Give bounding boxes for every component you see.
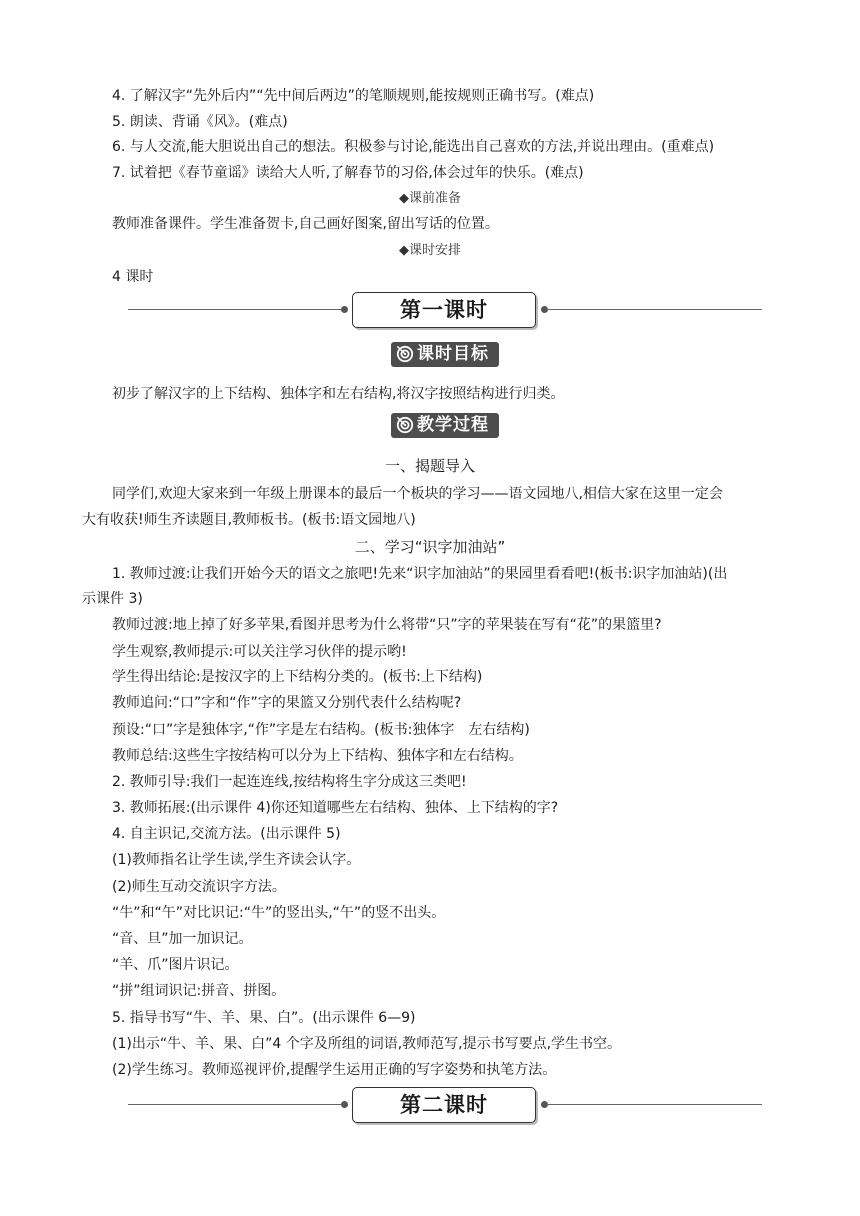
body-line: 4. 自主识记,交流方法。(出示课件 5) bbox=[112, 826, 341, 842]
section1-para-line2: 大有收获!师生齐读题目,教师板书。(板书:语文园地八) bbox=[82, 512, 416, 528]
process-tag-label: 教学过程 bbox=[417, 415, 489, 435]
lesson1-banner-title: 第一课时 bbox=[352, 292, 536, 328]
banner-rule-right bbox=[546, 1104, 762, 1105]
section2-title: 二、学习“识字加油站” bbox=[354, 538, 506, 556]
body-line: “音、旦”加一加识记。 bbox=[112, 931, 253, 947]
schedule-text: 4 课时 bbox=[112, 269, 154, 285]
banner-dot-left bbox=[341, 1101, 348, 1108]
section1-title: 一、揭题导入 bbox=[384, 457, 475, 475]
lesson2-banner-title: 第二课时 bbox=[352, 1087, 536, 1123]
banner-rule-right bbox=[546, 309, 762, 310]
body-line: 2. 教师引导:我们一起连连线,按结构将生字分成这三类吧! bbox=[112, 774, 467, 790]
item1-line1: 1. 教师过渡:让我们开始今天的语文之旅吧!先来“识字加油站”的果园里看看吧!(板书:识字加油站)(出 bbox=[112, 566, 728, 582]
prep-heading: ◆课前准备 bbox=[399, 191, 461, 206]
body-line: 教师总结:这些生字按结构可以分为上下结构、独体字和左右结构。 bbox=[112, 748, 523, 764]
lesson1-banner bbox=[0, 290, 860, 330]
banner-dot-left bbox=[341, 306, 348, 313]
target-icon bbox=[396, 416, 414, 434]
goal-text: 初步了解汉字的上下结构、独体字和左右结构,将汉字按照结构进行归类。 bbox=[112, 386, 565, 402]
body-line: 学生得出结论:是按汉字的上下结构分类的。(板书:上下结构) bbox=[112, 669, 483, 685]
objective-4: 4. 了解汉字“先外后内”“先中间后两边”的笔顺规则,能按规则正确书写。(难点) bbox=[112, 88, 595, 104]
goal-tag-label: 课时目标 bbox=[417, 344, 489, 364]
body-line: “羊、爪”图片识记。 bbox=[112, 957, 239, 973]
objective-5: 5. 朗读、背诵《风》。(难点) bbox=[112, 114, 288, 130]
process-tag bbox=[391, 413, 499, 438]
body-line: 预设:“口”字是独体字,“作”字是左右结构。(板书:独体字 左右结构) bbox=[112, 722, 530, 738]
body-line: (2)师生互动交流识字方法。 bbox=[112, 879, 286, 895]
schedule-heading: ◆课时安排 bbox=[399, 243, 461, 258]
banner-rule-left bbox=[128, 1104, 344, 1105]
goal-tag bbox=[391, 342, 499, 367]
objective-6: 6. 与人交流,能大胆说出自己的想法。积极参与讨论,能选出自己喜欢的方法,并说出理由。(重难点) bbox=[112, 139, 715, 155]
section1-para-line1: 同学们,欢迎大家来到一年级上册课本的最后一个板块的学习——语文园地八,相信大家在这里一定会 bbox=[112, 486, 723, 502]
body-line: (1)出示“牛、羊、果、白”4 个字及所组的词语,教师范写,提示书写要点,学生书空。 bbox=[112, 1036, 622, 1052]
item1-line2: 示课件 3) bbox=[82, 591, 143, 607]
body-line: (2)学生练习。教师巡视评价,提醒学生运用正确的写字姿势和执笔方法。 bbox=[112, 1062, 557, 1078]
prep-text: 教师准备课件。学生准备贺卡,自己画好图案,留出写话的位置。 bbox=[112, 216, 499, 232]
target-icon bbox=[396, 345, 414, 363]
body-line: 3. 教师拓展:(出示课件 4)你还知道哪些左右结构、独体、上下结构的字? bbox=[112, 800, 559, 816]
lesson2-banner bbox=[0, 1085, 860, 1125]
body-line: (1)教师指名让学生读,学生齐读会认字。 bbox=[112, 852, 361, 868]
body-line: “拼”组词识记:拼音、拼图。 bbox=[112, 983, 286, 999]
body-line: “牛”和“午”对比识记:“牛”的竖出头,“午”的竖不出头。 bbox=[112, 905, 446, 921]
body-line: 5. 指导书写“牛、羊、果、白”。(出示课件 6—9) bbox=[112, 1010, 416, 1026]
body-line: 教师过渡:地上掉了好多苹果,看图并思考为什么将带“只”字的苹果装在写有“花”的果篮里? bbox=[112, 617, 662, 633]
body-line: 学生观察,教师提示:可以关注学习伙伴的提示哟! bbox=[112, 644, 407, 660]
body-line: 教师追问:“口”字和“作”字的果篮又分别代表什么结构呢? bbox=[112, 695, 462, 711]
banner-rule-left bbox=[128, 309, 344, 310]
objective-7: 7. 试着把《春节童谣》读给大人听,了解春节的习俗,体会过年的快乐。(难点) bbox=[112, 165, 584, 181]
